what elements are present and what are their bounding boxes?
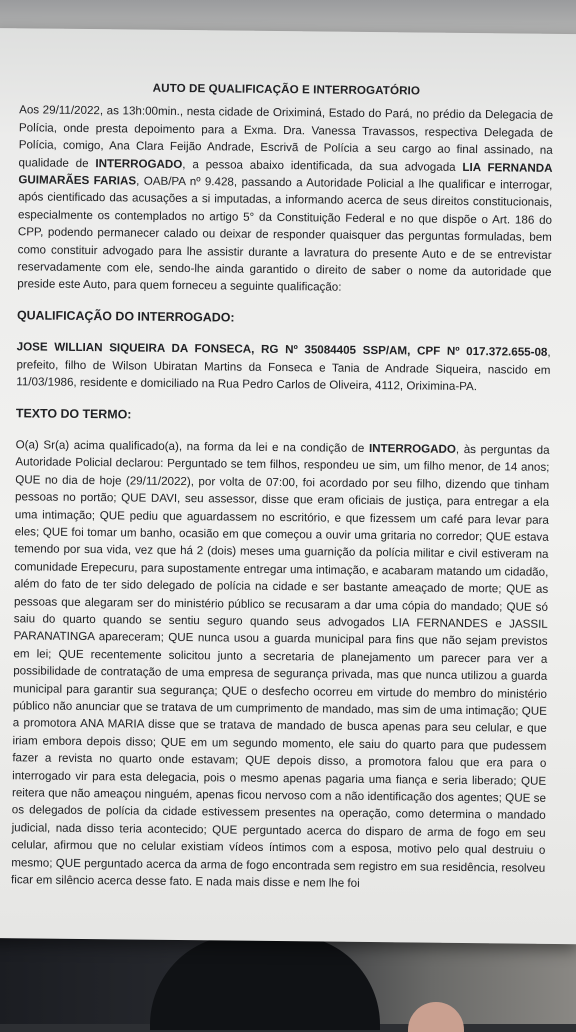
qualification-heading: QUALIFICAÇÃO DO INTERROGADO: xyxy=(16,308,235,325)
qualification-paragraph xyxy=(16,339,551,397)
intro-text-2: , a pessoa abaixo identificada, da sua advogada xyxy=(182,157,463,174)
term-paragraph xyxy=(11,436,550,894)
document-page xyxy=(0,28,576,944)
intro-role-bold: INTERROGADO xyxy=(95,156,183,171)
term-text-2: , às perguntas da Autoridade Policial declarou: Perguntado se tem filhos, respondeu ue sim, um filho menor, de 14 anos; QUE no dia de hoje (29/11/2022), por volta de 07:00, foi acordado por seu filho, dizendo que tinham pessoas no portão; QUE DAVI, seu assessor, disse que eram oficiais de justiça, para entregar a ela uma intimação; QUE pediu que aguardassem no escritório, e que fizessem um café para levar para eles; QUE foi tomar um banho, ocasião em que começou a ouvir uma gritaria no corredor; QUE estava temendo por sua vida, vez que há 2 (dois) meses uma guarnição da polícia militar e civil estiveram na comunidade Erepecuru, para supostamente entregar uma intimação, e acabaram matando um cidadão, além do fato de ter sido delegado de polícia na cidade e ser bastante ameaçado de morte; QUE as pessoas que alegaram ser do ministério público se recusaram a dar uma cópia do mandado; QUE só saiu do quarto quando se sentiu seguro quando seus advogados LIA FERNANDES e JASSIL PARANATINGA apareceram; QUE nunca usou a guarda municipal para fins que não sejam previstos em lei; QUE recentemente solicitou junto a secretaria de planejamento um parecer para ver a possibilidade de contratação de uma empresa de segurança privada, mas que nunca utilizou a guarda municipal para garantir sua segurança; QUE o desfecho ocorreu em virtude do membro do ministério público não anunciar que se tratava de um cumprimento de mandado, mas sim de uma intimação; QUE a promotora ANA MARIA disse que se tratava de mandado de busca apenas para seu celular, e que iriam embora depois disso; QUE em um segundo momento, ele saiu do quarto para que pudessem fazer a revista no quarto onde estavam; QUE depois disso, a promotora falou que era para o interrogado vir para esta delegacia, pois o mesmo apenas pagaria uma fiança e seria liberado; QUE reitera que não ameaçou ninguém, apenas ficou nervoso com a não identificação dos agentes; QUE se os delegados de polícia da cidade estivessem presentes na operação, como determina o mandado judicial, nada disso teria acontecido; QUE perguntado acerca do disparo de arma de fogo em seu celular, afirmou que no celular existiam vídeos íntimos com a esposa, motivo pelo qual destruiu o mesmo; QUE perguntado acerca da arma de fogo encontrada sem registro em sua residência, resolveu ficar em silêncio acerca desse fato. E nada mais disse e nem lhe foi xyxy=(11,442,550,890)
interrogated-identity-bold: JOSE WILLIAN SIQUEIRA DA FONSECA, RG Nº 35084405 SSP/AM, CPF Nº 017.372.655-08 xyxy=(16,340,548,360)
qualification-text: , prefeito, filho de Wilson Ubiratan Martins da Fonseca e Tania de Andrade Siqueira, nascido em 11/03/1986, residente e domiciliado na Rua Pedro Carlos de Oliveira, 4112, Oriximina-PA. xyxy=(16,346,551,394)
lawyer-name-bold: LIA FERNANDA GUIMARÃES FARIAS xyxy=(18,160,553,188)
document-title: AUTO DE QUALIFICAÇÃO E INTERROGATÓRIO xyxy=(152,81,421,98)
term-text-1: O(a) Sr(a) acima qualificado(a), na forma da lei e na condição de xyxy=(15,438,370,455)
document-content xyxy=(11,78,553,894)
term-body xyxy=(11,436,550,894)
intro-text-1: Aos 29/11/2022, as 13h:00min., nesta cidade de Oriximiná, Estado do Pará, no prédio da Delegacia de Polícia, onde presta depoimento para a Exma. Dra. Vanessa Travassos, respectiva Delegada de Polícia, comigo, Ana Clara Feijão Andrade, Escrivã de Polícia a seu cargo ao final assinado, na qualidade de xyxy=(18,103,554,170)
intro-text-3: , OAB/PA nº 9.428, passando a Autoridade Policial a lhe qualificar e interrogar, após cientificado das acusações a si imputadas, a informando acerca de seus direitos constitucionais, especialmente os contemplados no artigo 5° da Constituição Federal e no que dispõe o Art. 186 do CPP, podendo permanecer calado ou deixar de responder quaisquer das perguntas formuladas, bem como constituir advogado para lhe assistir durante a lavratura do presente Auto e de se entrevistar reservadamente com ele, sendo-lhe ainda garantido o direito de saber o nome da autoridade que preside este Auto, para quem forneceu a seguinte qualificação: xyxy=(17,174,553,295)
term-heading: TEXTO DO TERMO: xyxy=(15,405,132,421)
term-role-bold: INTERROGADO xyxy=(368,441,457,456)
intro-paragraph xyxy=(17,102,553,299)
